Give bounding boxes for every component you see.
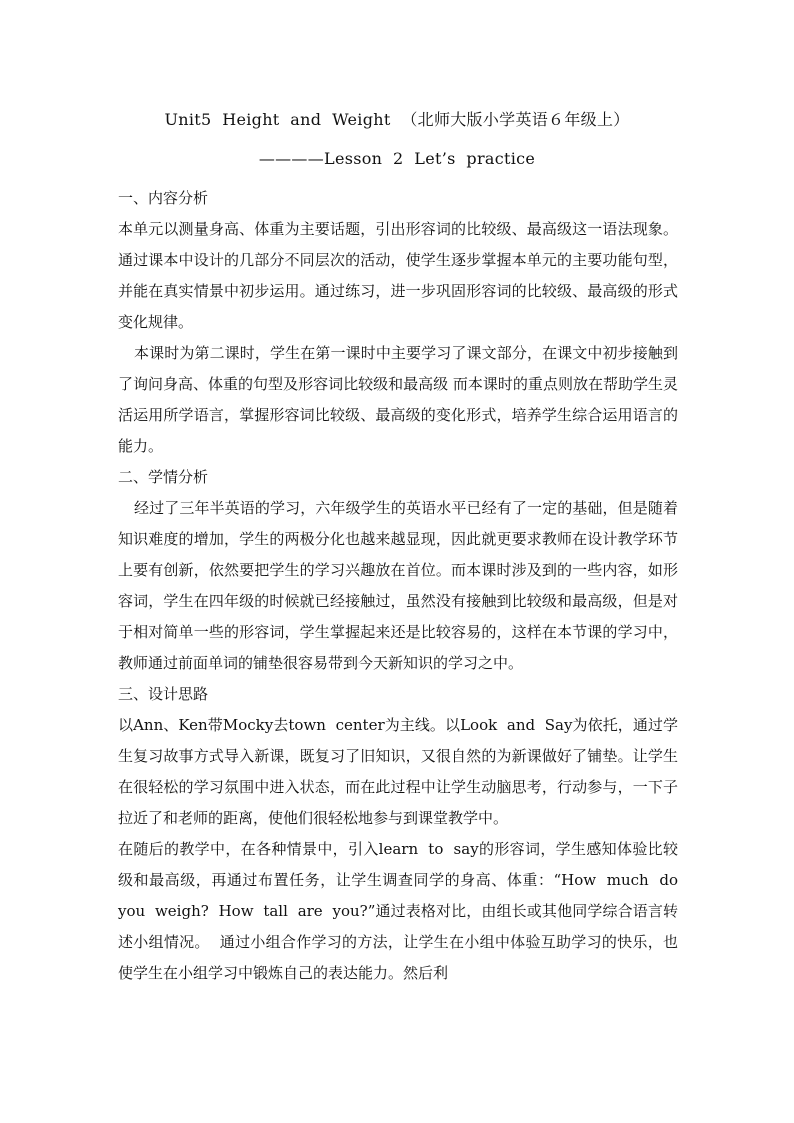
section-heading-design-ideas: 三、设计思路 [118, 685, 209, 703]
document-body [118, 183, 688, 989]
document-title: Unit5 Height and Weight （北师大版小学英语６年级上） [164, 110, 630, 129]
paragraph-design-followup: 在随后的教学中，在各种情景中，引入learn to say的形容词，学生感知体验比较级和最高级，再通过布置任务，让学生调查同学的身高、体重：“How much do you weigh? How tall are you?”通过表格对比，由组长或其他同学综合语言转述小组情况。 通过小组合作学习的方法，让学生在小组中体验互助学习的快乐，也使学生在小组学习中锻炼自己的表达能力。然后利 [118, 840, 688, 982]
section-heading-content-analysis: 一、内容分析 [118, 189, 209, 207]
paragraph-unit-overview: 本单元以测量身高、体重为主要话题，引出形容词的比较级、最高级这一语法现象。通过课本中设计的几部分不同层次的活动，使学生逐步掌握本单元的主要功能句型，并能在真实情景中初步运用。通过练习，进一步巩固形容词的比较级、最高级的形式变化规律。 [118, 220, 678, 331]
paragraph-design-mainline: 以Ann、Ken带Mocky去town center为主线。以Look and Say为依托，通过学生复习故事方式导入新课，既复习了旧知识，又很自然的为新课做好了铺垫。让学生在很轻松的学习氛围中进入状态，而在此过程中让学生动脑思考，行动参与，一下子拉近了和老师的距离，使他们很轻松地参与到课堂教学中。 [118, 716, 678, 827]
section-heading-learner-analysis: 二、学情分析 [118, 468, 209, 486]
paragraph-learner-analysis: 经过了三年半英语的学习，六年级学生的英语水平已经有了一定的基础，但是随着知识难度的增加，学生的两极分化也越来越显现，因此就更要求教师在设计教学环节上要有创新，依然要把学生的学习兴趣放在首位。而本课时涉及到的一些内容，如形容词，学生在四年级的时候就已经接触过，虽然没有接触到比较级和最高级，但是对于相对简单一些的形容词，学生掌握起来还是比较容易的，这样在本节课的学习中，教师通过前面单词的铺垫很容易带到今天新知识的学习之中。 [118, 499, 678, 672]
paragraph-lesson-focus: 本课时为第二课时，学生在第一课时中主要学习了课文部分，在课文中初步接触到了询问身高、体重的句型及形容词比较级和最高级 而本课时的重点则放在帮助学生灵活运用所学语言，掌握形容词比较级、最高级的变化形式，培养学生综合运用语言的能力。 [118, 344, 678, 455]
document-subtitle: ————Lesson 2 Let’s practice [258, 149, 536, 168]
